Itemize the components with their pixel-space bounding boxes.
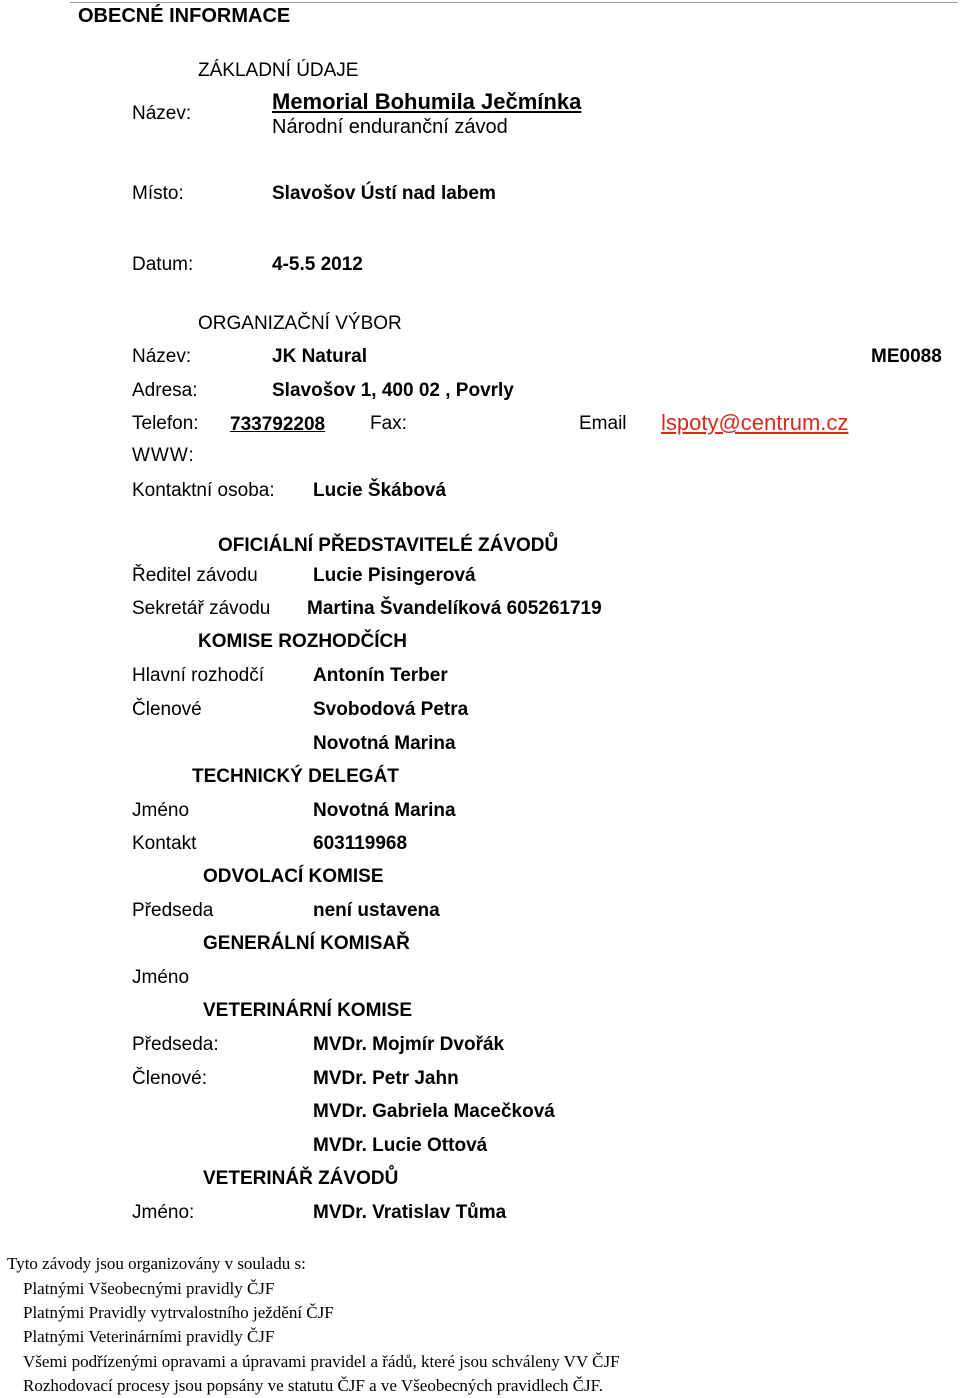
footer-line: Rozhodovací procesy jsou popsány ve statutu ČJF a ve Všeobecných pravidlech ČJF. — [23, 1376, 604, 1395]
commissioner-name-label: Jméno — [132, 967, 190, 988]
phone-label: Telefon: — [132, 413, 199, 434]
technical-section-title: TECHNICKÝ DELEGÁT — [192, 766, 399, 787]
vet-member: MVDr. Lucie Ottová — [313, 1135, 488, 1156]
vet-committee-section-title: VETERINÁRNÍ KOMISE — [203, 1000, 413, 1021]
chief-judge-label: Hlavní rozhodčí — [132, 665, 265, 686]
judge-member: Svobodová Petra — [313, 699, 469, 720]
date-value: 4-5.5 2012 — [272, 254, 363, 275]
event-name: Memorial Bohumila Ječmínka — [272, 89, 582, 114]
chief-judge-value: Antonín Terber — [313, 665, 448, 686]
footer-line: Platnými Pravidly vytrvalostního ježdění ČJF — [23, 1303, 334, 1322]
judge-member: Novotná Marina — [313, 733, 456, 754]
committee-name-label: Název: — [132, 346, 192, 367]
footer-line: Platnými Všeobecnými pravidly ČJF — [23, 1279, 275, 1298]
event-name-label: Název: — [132, 103, 192, 124]
date-label: Datum: — [132, 254, 194, 275]
commissioner-section-title: GENERÁLNÍ KOMISAŘ — [203, 933, 410, 954]
vet-member: MVDr. Gabriela Macečková — [313, 1101, 555, 1122]
technical-contact-label: Kontakt — [132, 833, 197, 854]
technical-contact-value: 603119968 — [313, 833, 408, 854]
appeal-chair-value: není ustavena — [313, 900, 440, 921]
footer-line: Všemi podřízenými opravami a úpravami pravidel a řádů, které jsou schváleny VV ČJF — [23, 1352, 620, 1371]
vet-race-name-label: Jméno: — [132, 1202, 195, 1223]
www-label: WWW: — [132, 445, 195, 466]
technical-name-value: Novotná Marina — [313, 800, 456, 821]
email-link[interactable]: lspoty@centrum.cz — [661, 410, 849, 435]
technical-name-label: Jméno — [132, 800, 190, 821]
contact-person-value: Lucie Škábová — [313, 480, 447, 501]
vet-race-name-value: MVDr. Vratislav Tůma — [313, 1202, 507, 1223]
address-value: Slavošov 1, 400 02 , Povrly — [272, 380, 514, 401]
vet-member: MVDr. Petr Jahn — [313, 1068, 459, 1089]
director-value: Lucie Pisingerová — [313, 565, 476, 586]
appeal-section-title: ODVOLACÍ KOMISE — [203, 866, 384, 887]
vet-chair-label: Předseda: — [132, 1034, 219, 1055]
officials-section-title: OFICIÁLNÍ PŘEDSTAVITELÉ ZÁVODŮ — [218, 535, 559, 556]
basic-section-title: ZÁKLADNÍ ÚDAJE — [198, 60, 359, 81]
phone-value[interactable]: 733792208 — [230, 414, 326, 435]
top-rule — [70, 2, 958, 3]
vet-members-label: Členové: — [132, 1068, 207, 1089]
appeal-chair-label: Předseda — [132, 900, 214, 921]
page-title: OBECNÉ INFORMACE — [78, 5, 291, 27]
vet-chair-value: MVDr. Mojmír Dvořák — [313, 1034, 505, 1055]
director-label: Ředitel závodu — [132, 565, 258, 586]
committee-section-title: ORGANIZAČNÍ VÝBOR — [198, 313, 402, 334]
contact-person-label: Kontaktní osoba: — [132, 480, 275, 501]
address-label: Adresa: — [132, 380, 198, 401]
judges-section-title: KOMISE ROZHODČÍCH — [198, 631, 407, 652]
vet-race-section-title: VETERINÁŘ ZÁVODŮ — [203, 1168, 399, 1189]
committee-name-value: JK Natural — [272, 346, 368, 367]
email-label: Email — [579, 413, 627, 434]
secretary-label: Sekretář závodu — [132, 598, 271, 619]
place-value: Slavošov Ústí nad labem — [272, 183, 496, 204]
place-label: Místo: — [132, 183, 184, 204]
committee-code: ME0088 — [871, 346, 942, 367]
footer-intro: Tyto závody jsou organizovány v souladu s: — [7, 1254, 306, 1273]
secretary-value: Martina Švandelíková 605261719 — [307, 598, 602, 619]
judges-members-label: Členové — [132, 699, 202, 720]
footer-line: Platnými Veterinárními pravidly ČJF — [23, 1327, 275, 1346]
event-subtitle: Národní enduranční závod — [272, 116, 508, 138]
fax-label: Fax: — [370, 413, 407, 434]
